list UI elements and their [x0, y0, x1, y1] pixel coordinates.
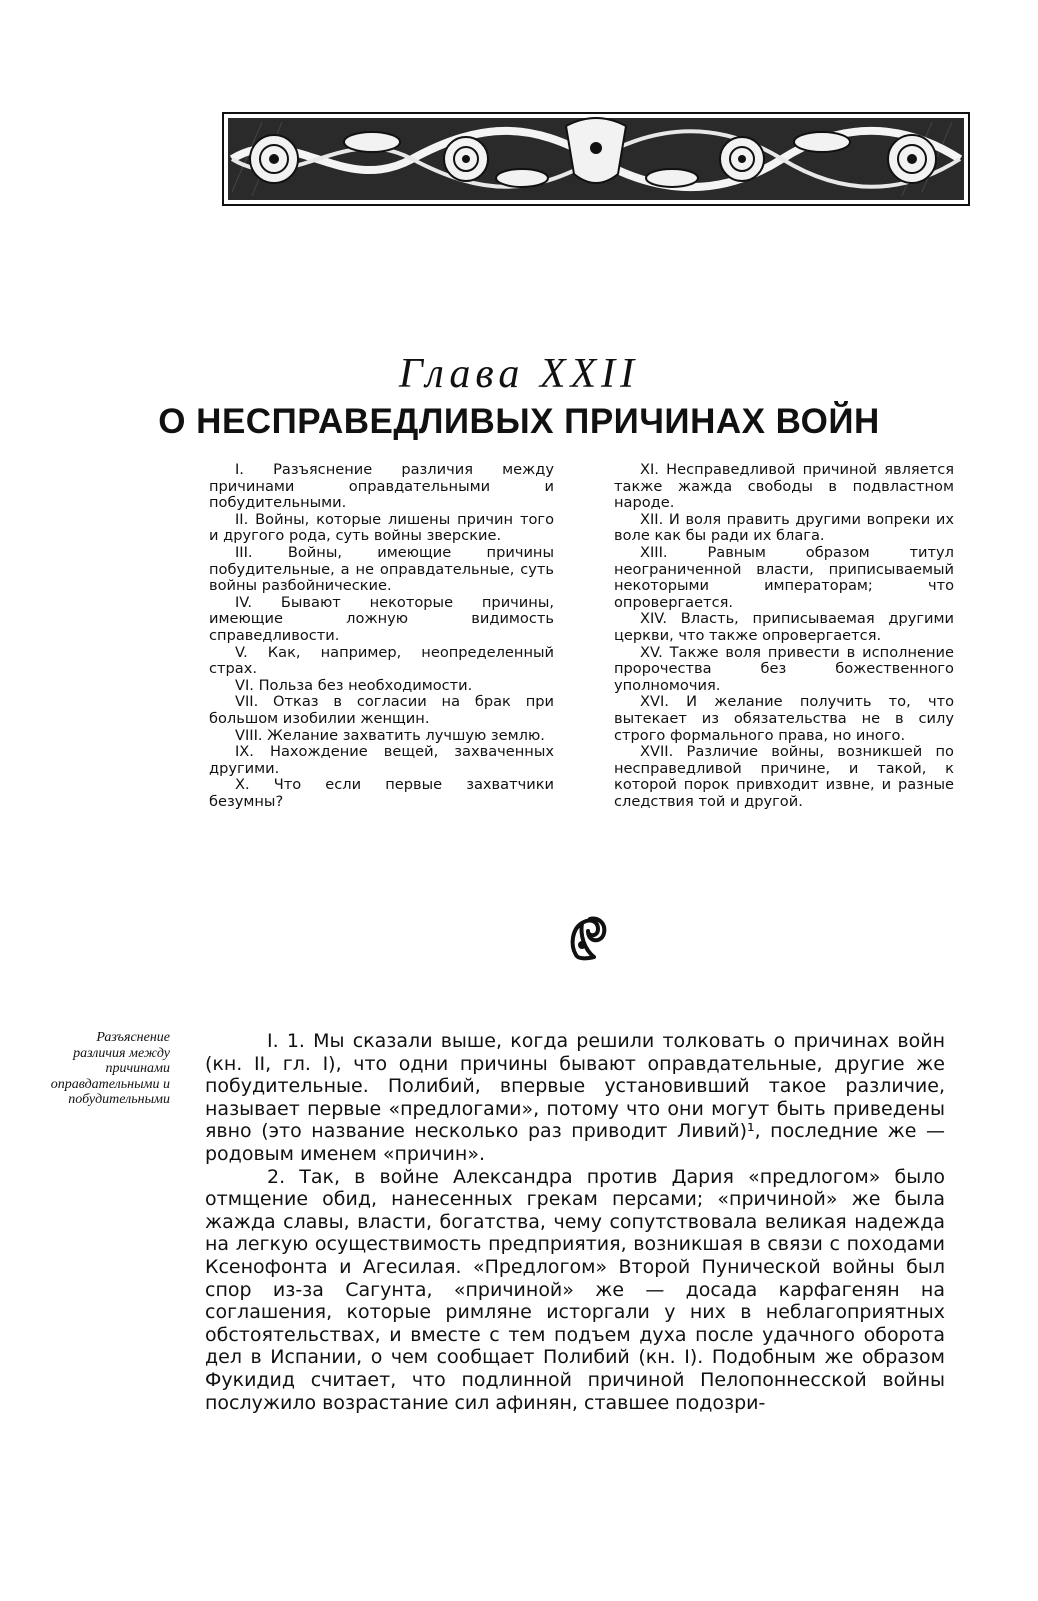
floral-ornament-icon: [222, 112, 970, 206]
summary-item: XII. И воля править другими вопреки их воле как бы ради их блага.: [614, 510, 954, 545]
summary-item: V. Как, например, неопределенный страх.: [209, 643, 554, 678]
chapter-summary-left: [209, 462, 554, 810]
body-text: [205, 1030, 945, 1414]
summary-item: II. Войны, которые лишены причин того и другого рода, суть войны зверские.: [209, 510, 554, 545]
fleuron-ornament-icon: [568, 915, 610, 961]
chapter-title: О НЕСПРАВЕДЛИВЫХ ПРИЧИНАХ ВОЙН: [158, 402, 880, 441]
summary-item: XVI. И желание получить то, что вытекает из обязательства не в силу строго формального права, но иного.: [614, 693, 954, 744]
summary-item: XIII. Равным образом титул неограниченной власти, приписываемый некоторыми императорам; что опровергается.: [614, 543, 954, 611]
body-paragraph: 2. Так, в войне Александра против Дария «предлогом» было отмщение обид, нанесенных грекам персами; «причиной» же была жажда славы, власти, богатства, чему сопутствовала великая надежда на легкую осуществимость предприятия, возникшая в связи с походами Ксенофонта и Агесилая. «Предлогом» Второй Пунической войны был спор из-за Сагунта, «причиной» же — досада карфагенян на соглашения, которые римляне исторгали у них в неблагоприятных обстоятельствах, и вместе с тем подъем духа после удачного оборота дел в Испании, о чем сообщает Полибий (кн. I). Подобным же образом Фукидид считает, что подлинной причиной Пелопоннесской войны послужило возрастание сил афинян, ставшее подозри-: [205, 1165, 945, 1414]
summary-item: XV. Также воля привести в исполнение пророчества без божественного уполномочия.: [614, 643, 954, 694]
body-paragraph: I. 1. Мы сказали выше, когда решили толковать о причинах войн (кн. II, гл. I), что одни причины бывают оправдательные, другие же побудительные. Полибий, впервые установивший такое различие, называет первые «предлогами», потому что они могут быть приведены явно (это название несколько раз приводит Ливий)¹, последние же — родовым именем «причин».: [205, 1030, 945, 1165]
summary-item: IX. Нахождение вещей, захваченных другими.: [209, 743, 554, 777]
chapter-summary-right: [614, 462, 954, 810]
summary-item: VII. Отказ в согласии на брак при большом изобилии женщин.: [209, 693, 554, 727]
margin-note: Разъяснение различия между причинами оправдательными и побудительными: [50, 1030, 170, 1107]
summary-item: X. Что если первые захватчики безумны?: [209, 776, 554, 810]
summary-item: IV. Бывают некоторые причины, имеющие ложную видимость справедливости.: [209, 593, 554, 644]
summary-item: XI. Несправедливой причиной является также жажда свободы в подвластном народе.: [614, 461, 954, 512]
summary-item: XIV. Власть, приписываемая другими церкви, что также опровергается.: [614, 610, 954, 644]
chapter-number: Глава XXII: [398, 351, 640, 397]
summary-item: I. Разъяснение различия между причинами оправдательными и побудительными.: [209, 461, 554, 512]
summary-item: VIII. Желание захватить лучшую землю.: [235, 726, 545, 744]
summary-item: XVII. Различие войны, возникшей по несправедливой причине, и такой, к которой порок привходит извне, и разные следствия той и другой.: [614, 743, 954, 810]
summary-item: III. Войны, имеющие причины побудительные, а не оправдательные, суть войны разбойнические.: [209, 543, 554, 595]
summary-item: VI. Польза без необходимости.: [235, 676, 473, 694]
